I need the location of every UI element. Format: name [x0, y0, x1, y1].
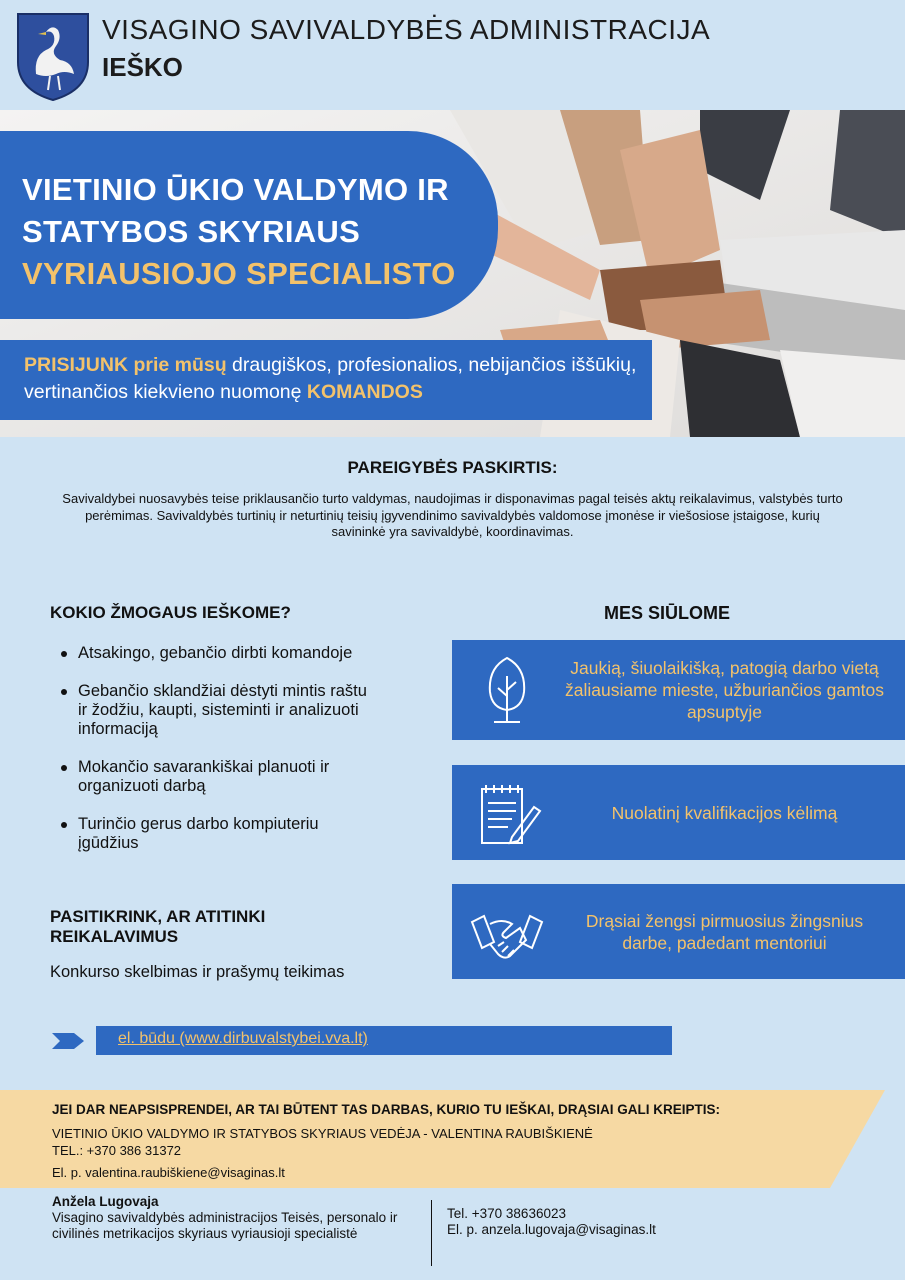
job-title-line-3: VYRIAUSIOJO SPECIALISTO [22, 256, 456, 291]
handshake-icon [468, 894, 546, 974]
join-message [24, 352, 644, 406]
list-item: Turinčio gerus darbo kompiuteriu įgūdžius [78, 815, 378, 853]
coat-of-arms-icon [16, 12, 90, 102]
notepad-pen-icon [468, 775, 546, 855]
job-title-line-1: VIETINIO ŪKIO VALDYMO IR [22, 172, 449, 207]
contact-email[interactable]: El. p. valentina.raubiškiene@visaginas.lt [52, 1165, 285, 1180]
list-item: Atsakingo, gebančio dirbti komandoje [78, 644, 378, 663]
footer-email[interactable]: El. p. anzela.lugovaja@visaginas.lt [447, 1221, 656, 1237]
check-title: PASITIKRINK, AR ATITINKI REIKALAVIMUS [50, 907, 266, 946]
list-item: Gebančio sklandžiai dėstyti mintis raštu ir žodžiu, kaupti, sisteminti ir analizuoti informaciją [78, 682, 378, 739]
footer-divider [431, 1200, 432, 1266]
header [0, 0, 905, 108]
contact-person: VIETINIO ŪKIO VALDYMO IR STATYBOS SKYRIAUS VEDĖJA - VALENTINA RAUBIŠKIENĖ [52, 1126, 593, 1141]
contact-phone: TEL.: +370 386 31372 [52, 1143, 182, 1158]
offer-text: Nuolatinį kvalifikacijos kėlimą [611, 802, 838, 823]
footer-contact-name: Anžela Lugovaja [52, 1194, 159, 1209]
footer-phone: Tel. +370 38636023 [447, 1206, 566, 1221]
seeks-label: IEŠKO [102, 52, 183, 82]
offer-item [452, 884, 905, 979]
offer-text: Jaukią, šiuolaikišką, patogią darbo vietą žaliausiame mieste, užburiančios gamtos apsuptyje [564, 658, 885, 722]
application-link[interactable]: el. būdu (www.dirbuvalstybei.vva.lt) [118, 1030, 368, 1047]
contact-headline: JEI DAR NEAPSISPRENDEI, AR TAI BŪTENT TAS DARBAS, KURIO TU IEŠKAI, DRĄSIAI GALI KREIPTIS: [52, 1102, 721, 1117]
offer-text: Drąsiai žengsi pirmuosius žingsnius darbe, padedant mentoriui [585, 910, 864, 953]
arrow-right-icon [52, 1033, 84, 1049]
join-bold: PRISIJUNK prie mūsų [24, 354, 227, 376]
purpose-title: PAREIGYBĖS PASKIRTIS: [347, 458, 558, 477]
join-team: KOMANDOS [306, 381, 423, 403]
footer-contact-details [447, 1206, 656, 1237]
requirements-list [78, 644, 378, 872]
application-link-bar[interactable] [96, 1026, 672, 1055]
offer-item [452, 640, 905, 740]
purpose-body: Savivaldybei nuosavybės teise priklausančio turto valdymas, naudojimas ir disponavimas pagal teisės aktų reikalavimus, valstybės turto perėmimas. Savivaldybės turtinių ir neturtinių teisių įgyvendinimo savivaldybės valdomose įmonėse ir viešosiose įstaigose, kurių savininkė yra savivaldybė, koordinavimas. [62, 491, 843, 539]
join-body: draugiškos, profesionalios, nebijančios iššūkių, vertinančios kiekvieno nuomonę [24, 354, 637, 403]
offer-item [452, 765, 905, 860]
seeking-title: KOKIO ŽMOGAUS IEŠKOME? [50, 603, 291, 622]
offers-title: MES SIŪLOME [603, 603, 730, 623]
job-title-line-2: STATYBOS SKYRIAUS [22, 214, 361, 249]
footer-contact-role: Visagino savivaldybės administracijos Teisės, personalo ir civilinės metrikacijos skyriaus vyriausioji specialistė [52, 1210, 398, 1241]
tree-icon [468, 650, 546, 730]
list-item: Mokančio savarankiškai planuoti ir organizuoti darbą [78, 758, 378, 796]
organization-name: VISAGINO SAVIVALDYBĖS ADMINISTRACIJA [102, 14, 711, 45]
check-text: Konkurso skelbimas ir prašymų teikimas [50, 963, 345, 981]
